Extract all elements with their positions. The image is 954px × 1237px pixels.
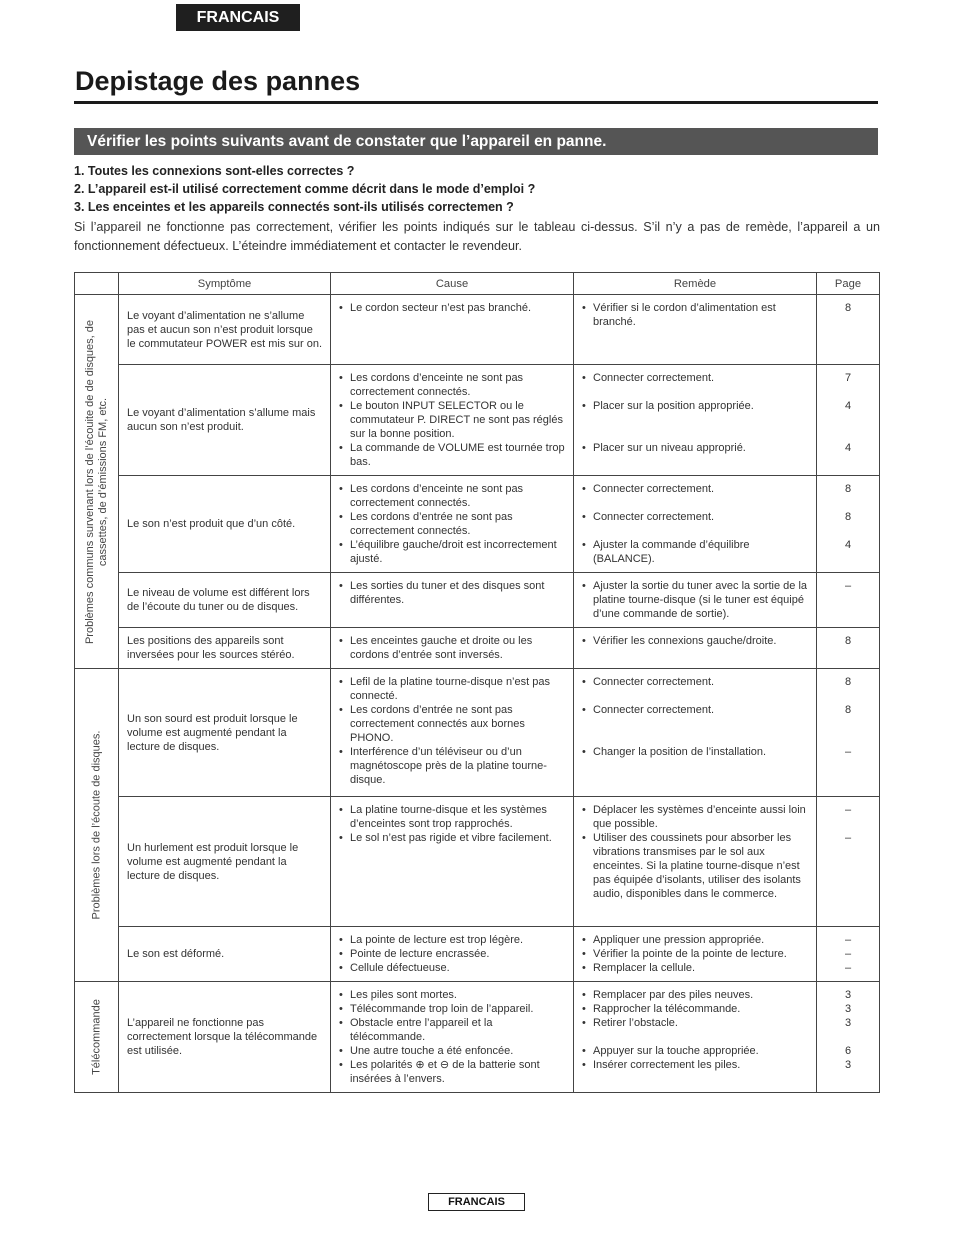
remedy-item: • Déplacer les systèmes d’enceinte aussi loin que possible. xyxy=(582,803,808,831)
cause-item: • Les cordons d’entrée ne sont pas correctement connectés aux bornes PHONO. xyxy=(339,703,565,745)
header-symptom: Symptôme xyxy=(119,273,331,295)
page-number: – xyxy=(844,832,852,844)
cause-cell xyxy=(331,295,574,365)
cause-cell xyxy=(331,797,574,927)
remedy-item: • Connecter correctement. xyxy=(582,703,808,717)
page-number: 4 xyxy=(844,400,852,412)
page-cell xyxy=(817,797,880,927)
remedy-item: • Vérifier la pointe de la pointe de lecture. xyxy=(582,947,808,961)
remedy-item: • Rapprocher la télécommande. xyxy=(582,1002,808,1016)
page-cell xyxy=(817,669,880,797)
symptom-cell: Le son est déformé. xyxy=(119,927,331,982)
remedy-item: • Connecter correctement. xyxy=(582,675,808,689)
remedy-item: • Ajuster la commande d’équilibre (BALANCE). xyxy=(582,538,808,566)
page-number: – xyxy=(844,934,852,946)
group-label: Télécommande xyxy=(90,999,102,1075)
page-number: – xyxy=(844,580,852,592)
cause-item: • La pointe de lecture est trop légère. xyxy=(339,933,565,947)
cause-item: • Les cordons d’entrée ne sont pas correctement connectés. xyxy=(339,510,565,538)
cause-item: • Une autre touche a été enfoncée. xyxy=(339,1044,565,1058)
remedy-item: • Placer sur la position appropriée. xyxy=(582,399,808,413)
page-number: 8 xyxy=(844,483,852,495)
symptom-cell: Le niveau de volume est différent lors de l’écoute du tuner ou de disques. xyxy=(119,573,331,628)
page-number: 7 xyxy=(844,372,852,384)
page-number: 8 xyxy=(844,676,852,688)
remedy-item: • Utiliser des coussinets pour absorber les vibrations transmises par le sol aux enceintes. Si la platine tourne-disque n’est pas équipée d’isolants, utiliser des isolants audio, disponibles dans le commerce. xyxy=(582,831,808,901)
table-header-row xyxy=(75,273,880,295)
table-row xyxy=(75,669,880,797)
language-tab[interactable]: FRANCAIS xyxy=(176,4,300,31)
remedy-cell xyxy=(574,927,817,982)
cause-item: • Interférence d’un téléviseur ou d’un magnétoscope près de la platine tourne-disque. xyxy=(339,745,565,787)
cause-item: • Les sorties du tuner et des disques sont différentes. xyxy=(339,579,565,607)
remedy-cell xyxy=(574,797,817,927)
remedy-item: • Connecter correctement. xyxy=(582,482,808,496)
cause-item: • Obstacle entre l’appareil et la télécommande. xyxy=(339,1016,565,1044)
symptom-cell: L’appareil ne fonctionne pas correctement lorsque la télécommande est utilisée. xyxy=(119,982,331,1093)
cause-cell xyxy=(331,927,574,982)
checklist-item: 3. Les enceintes et les appareils connectés sont-ils utilisés correctemen ? xyxy=(74,200,514,214)
remedy-cell xyxy=(574,295,817,365)
remedy-item: • Appuyer sur la touche appropriée. xyxy=(582,1044,808,1058)
symptom-cell: Un hurlement est produit lorsque le volume est augmenté pendant la lecture de disques. xyxy=(119,797,331,927)
remedy-item: • Appliquer une pression appropriée. xyxy=(582,933,808,947)
table-row xyxy=(75,628,880,669)
remedy-item: • Connecter correctement. xyxy=(582,371,808,385)
section-heading: Vérifier les points suivants avant de constater que l’appareil en panne. xyxy=(74,128,878,155)
page-title: Depistage des pannes xyxy=(75,66,361,96)
table-row xyxy=(75,982,880,1093)
page-number: 4 xyxy=(844,442,852,454)
cause-item: • Cellule défectueuse. xyxy=(339,961,565,975)
page-number: 8 xyxy=(844,511,852,523)
checklist xyxy=(74,162,878,216)
cause-item: • Le bouton INPUT SELECTOR ou le commutateur P. DIRECT ne sont pas réglés sur la bonne position. xyxy=(339,399,565,441)
cause-cell xyxy=(331,982,574,1093)
cause-cell xyxy=(331,476,574,573)
cause-cell xyxy=(331,669,574,797)
cause-item: • Pointe de lecture encrassée. xyxy=(339,947,565,961)
group-cell xyxy=(75,982,119,1093)
checklist-item: 1. Toutes les connexions sont-elles correctes ? xyxy=(74,164,355,178)
page-number: 8 xyxy=(844,302,852,314)
cause-item: • Les cordons d’enceinte ne sont pas correctement connectés. xyxy=(339,371,565,399)
table-row xyxy=(75,573,880,628)
header-group xyxy=(75,273,119,295)
cause-item: • Les enceintes gauche et droite ou les cordons d’entrée sont inversés. xyxy=(339,634,565,662)
remedy-item: • Placer sur un niveau approprié. xyxy=(582,441,808,455)
table-row xyxy=(75,797,880,927)
checklist-item: 2. L’appareil est-il utilisé correctement comme décrit dans le mode d’emploi ? xyxy=(74,182,536,196)
remedy-cell xyxy=(574,365,817,476)
cause-cell xyxy=(331,365,574,476)
page-number: 8 xyxy=(844,704,852,716)
remedy-cell xyxy=(574,573,817,628)
cause-item: • L’équilibre gauche/droit est incorrectement ajusté. xyxy=(339,538,565,566)
page-cell xyxy=(817,927,880,982)
remedy-cell xyxy=(574,669,817,797)
remedy-item: • Vérifier les connexions gauche/droite. xyxy=(582,634,808,648)
symptom-cell: Le voyant d’alimentation s’allume mais aucun son n’est produit. xyxy=(119,365,331,476)
table-row xyxy=(75,365,880,476)
footer-language-label: FRANCAIS xyxy=(428,1193,525,1211)
remedy-item: • Connecter correctement. xyxy=(582,510,808,524)
page-number: 3 xyxy=(844,989,852,1001)
remedy-item: • Remplacer par des piles neuves. xyxy=(582,988,808,1002)
title-rule xyxy=(74,101,878,104)
symptom-cell: Le son n’est produit que d’un côté. xyxy=(119,476,331,573)
cause-item: • La commande de VOLUME est tournée trop bas. xyxy=(339,441,565,469)
group-label: Problèmes communs survenant lors de l’écouite de de disques, de cassettes, de d’émissions FM, etc. xyxy=(83,319,109,644)
page-cell xyxy=(817,982,880,1093)
header-cause: Cause xyxy=(331,273,574,295)
page-number: 6 xyxy=(844,1045,852,1057)
table-row xyxy=(75,295,880,365)
cause-item: • Lefil de la platine tourne-disque n’est pas connecté. xyxy=(339,675,565,703)
cause-item: • La platine tourne-disque et les systèmes d’enceintes sont trop rapprochés. xyxy=(339,803,565,831)
remedy-cell xyxy=(574,982,817,1093)
cause-item: • Télécommande trop loin de l’appareil. xyxy=(339,1002,565,1016)
remedy-cell xyxy=(574,628,817,669)
page-number: 3 xyxy=(844,1003,852,1015)
page-number: 3 xyxy=(844,1059,852,1071)
header-page: Page xyxy=(817,273,880,295)
cause-cell xyxy=(331,573,574,628)
cause-item: • Le cordon secteur n’est pas branché. xyxy=(339,301,565,315)
remedy-cell xyxy=(574,476,817,573)
group-cell xyxy=(75,295,119,669)
cause-item: • Les piles sont mortes. xyxy=(339,988,565,1002)
page-number: 8 xyxy=(844,635,852,647)
group-label: Problèmes lors de l’écoute de disques. xyxy=(90,730,102,920)
remedy-item: • Vérifier si le cordon d’alimentation est branché. xyxy=(582,301,808,329)
remedy-item: • Changer la position de l’installation. xyxy=(582,745,808,759)
page-cell xyxy=(817,476,880,573)
symptom-cell: Un son sourd est produit lorsque le volume est augmenté pendant la lecture de disques. xyxy=(119,669,331,797)
remedy-item: • Insérer correctement les piles. xyxy=(582,1058,808,1072)
remedy-item: • Retirer l’obstacle. xyxy=(582,1016,808,1030)
page-cell xyxy=(817,295,880,365)
page-number: – xyxy=(844,804,852,816)
remedy-item: • Ajuster la sortie du tuner avec la sortie de la platine tourne-disque (si le tuner est équipé d’une commande de sortie). xyxy=(582,579,808,621)
header-remedy: Remède xyxy=(574,273,817,295)
cause-cell xyxy=(331,628,574,669)
page-number: 3 xyxy=(844,1017,852,1029)
intro-paragraph: Si l’appareil ne fonctionne pas correctement, vérifier les points indiqués sur le tableau ci-dessus. S’il n’y a pas de remède, l’appareil a un fonctionnement défectueux. L’éteindre immédiatement et contacter le revendeur. xyxy=(74,220,880,253)
table-row xyxy=(75,476,880,573)
page-number: – xyxy=(844,746,852,758)
page-cell xyxy=(817,365,880,476)
cause-item: • Les cordons d’enceinte ne sont pas correctement connectés. xyxy=(339,482,565,510)
page-cell xyxy=(817,573,880,628)
page-cell xyxy=(817,628,880,669)
symptom-cell: Les positions des appareils sont inversées pour les sources stéréo. xyxy=(119,628,331,669)
page-number: – xyxy=(844,962,852,974)
page-number: – xyxy=(844,948,852,960)
troubleshooting-table xyxy=(74,272,880,1093)
remedy-item: • Remplacer la cellule. xyxy=(582,961,808,975)
page-number: 4 xyxy=(844,539,852,551)
group-cell xyxy=(75,669,119,982)
table-row xyxy=(75,927,880,982)
symptom-cell: Le voyant d’alimentation ne s’allume pas et aucun son n’est produit lorsque le commutateur POWER est mis sur on. xyxy=(119,295,331,365)
cause-item: • Les polarités ⊕ et ⊖ de la batterie sont insérées à l’envers. xyxy=(339,1058,565,1086)
cause-item: • Le sol n’est pas rigide et vibre facilement. xyxy=(339,831,565,845)
